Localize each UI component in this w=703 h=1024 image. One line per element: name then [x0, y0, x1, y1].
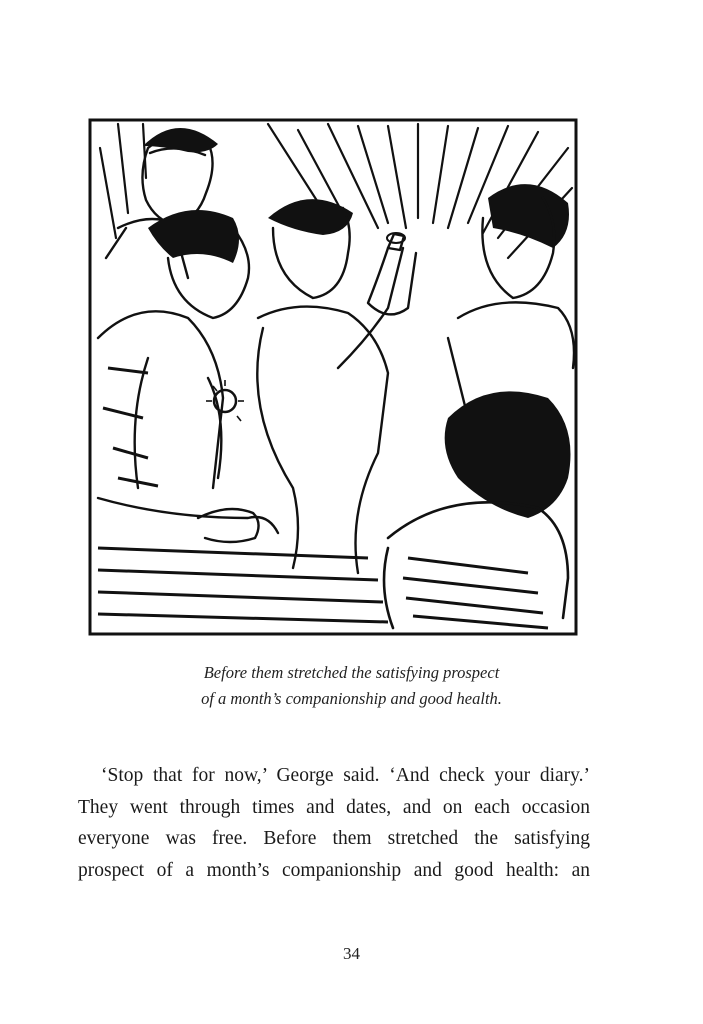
caption-line-1: Before them stretched the satisfying prospect	[203, 663, 500, 682]
body-line-2: They went through times and dates, and on each occasion	[78, 796, 590, 818]
page-number: 34	[343, 944, 360, 963]
illustration	[88, 118, 578, 636]
illustration-caption	[0, 660, 703, 712]
body-line-4: prospect of a month’s companionship and good health: an	[78, 859, 590, 881]
ink-illustration-icon	[88, 118, 578, 636]
body-paragraph	[78, 760, 590, 886]
body-line-3: everyone was free. Before them stretched the satisfying	[78, 828, 590, 849]
body-line-1: ‘Stop that for now,’ George said. ‘And check your diary.’	[101, 765, 590, 786]
caption-line-2: of a month’s companionship and good health.	[201, 689, 502, 708]
